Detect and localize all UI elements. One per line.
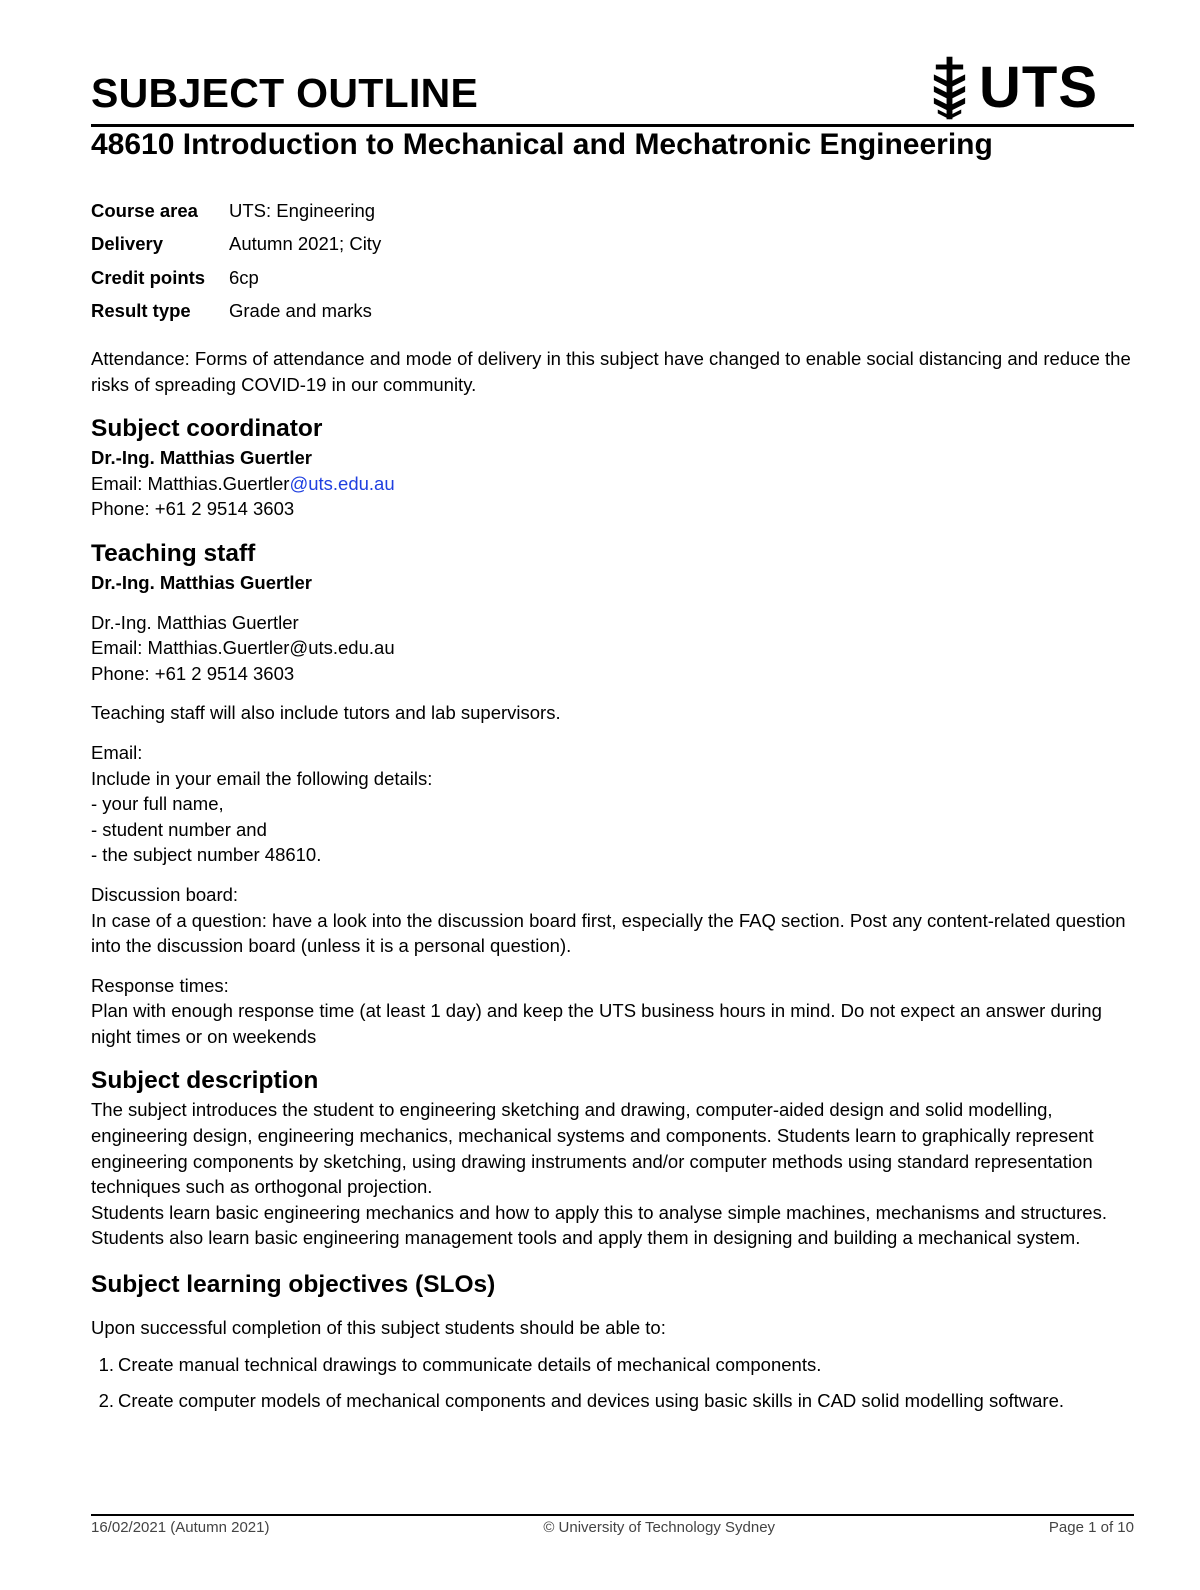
- outline-content: [91, 346, 1131, 1414]
- description-paragraph: The subject introduces the student to engineering sketching and drawing, computer-aided design and solid modelling, engineering design, engineering mechanics, mechanical systems and components. Students learn to graphically represent engineering components by sketching, using drawing instruments and/or computer methods using standard representation techniques such as orthogonal projection.: [91, 1099, 1094, 1198]
- header-rule: [91, 124, 1134, 127]
- uts-logo: [928, 54, 1098, 122]
- objectives-heading: Subject learning objectives (SLOs): [91, 1271, 496, 1299]
- uts-crest-icon: [928, 56, 971, 120]
- meta-label: Delivery: [91, 233, 163, 255]
- teaching-staff-phone: Phone: +61 2 9514 3603: [91, 662, 295, 684]
- meta-row-course-area: [91, 194, 381, 228]
- objective-number: 1.: [98, 1353, 114, 1375]
- description-heading: Subject description: [91, 1067, 319, 1095]
- email-item: - the subject number 48610.: [91, 844, 322, 866]
- teaching-staff-email: Email: Matthias.Guertler@uts.edu.au: [91, 637, 395, 659]
- objectives-intro: Upon successful completion of this subject students should be able to:: [91, 1317, 666, 1339]
- attendance-note: Attendance: Forms of attendance and mode of delivery in this subject have changed to enable social distancing and reduce the risks of spreading COVID-19 in our community.: [91, 348, 1131, 395]
- uts-logo-text: UTS: [979, 55, 1098, 120]
- meta-value: 6cp: [229, 266, 259, 288]
- meta-value: Autumn 2021; City: [229, 233, 382, 255]
- meta-row-result-type: [91, 295, 381, 329]
- description-paragraph: Students learn basic engineering mechanics and how to apply this to analyse simple machines, mechanisms and structures. Students also learn basic engineering management tools and apply them in designing and building a mechanical system.: [91, 1201, 1107, 1249]
- discussion-board-text: In case of a question: have a look into the discussion board first, especially the FAQ section. Post any content-related question into the discussion board (unless it is a personal question).: [91, 909, 1126, 957]
- meta-value: Grade and marks: [229, 300, 372, 322]
- email-intro: Include in your email the following details:: [91, 767, 433, 789]
- coordinator-email-link[interactable]: @uts.edu.au: [289, 472, 395, 494]
- subject-meta: [91, 194, 381, 328]
- response-times-text: Plan with enough response time (at least 1 day) and keep the UTS business hours in mind. Do not expect an answer during night times or on weekends: [91, 1000, 1102, 1047]
- footer-date: 16/02/2021 (Autumn 2021): [91, 1519, 270, 1536]
- meta-label: Result type: [91, 300, 191, 322]
- response-times-heading: Response times:: [91, 974, 229, 996]
- teaching-staff-name-bold: Dr.-Ing. Matthias Guertler: [91, 571, 313, 593]
- teaching-staff-note: Teaching staff will also include tutors and lab supervisors.: [91, 702, 561, 724]
- coordinator-phone: Phone: +61 2 9514 3603: [91, 498, 295, 520]
- objective-text: Create manual technical drawings to communicate details of mechanical components.: [118, 1353, 822, 1375]
- objective-text: Create computer models of mechanical components and devices using basic skills in CAD solid modelling software.: [118, 1390, 1065, 1412]
- footer-rule: [91, 1514, 1134, 1516]
- teaching-staff-heading: Teaching staff: [91, 539, 256, 567]
- footer-copyright: © University of Technology Sydney: [543, 1519, 776, 1536]
- teaching-staff-name: Dr.-Ing. Matthias Guertler: [91, 611, 299, 633]
- coordinator-heading: Subject coordinator: [91, 415, 323, 443]
- objective-item: [91, 1388, 1131, 1414]
- meta-value: UTS: Engineering: [229, 199, 376, 221]
- meta-row-credit-points: [91, 261, 381, 295]
- discussion-board-heading: Discussion board:: [91, 883, 239, 905]
- coordinator-email: [91, 471, 1131, 497]
- email-item: - student number and: [91, 818, 267, 840]
- email-item: - your full name,: [91, 793, 224, 815]
- meta-label: Credit points: [91, 266, 206, 288]
- meta-label: Course area: [91, 199, 198, 221]
- meta-row-delivery: [91, 228, 381, 262]
- footer-page-number: Page 1 of 10: [1048, 1519, 1134, 1536]
- coordinator-email-prefix: Email: Matthias.Guertler: [91, 472, 290, 494]
- page-title: SUBJECT OUTLINE: [91, 70, 479, 116]
- email-heading: Email:: [91, 741, 143, 763]
- coordinator-name: Dr.-Ing. Matthias Guertler: [91, 447, 313, 469]
- page-footer: [91, 1519, 1134, 1536]
- objective-item: [91, 1352, 1131, 1378]
- objective-number: 2.: [98, 1390, 114, 1412]
- subject-name: 48610 Introduction to Mechanical and Mechatronic Engineering: [91, 128, 993, 161]
